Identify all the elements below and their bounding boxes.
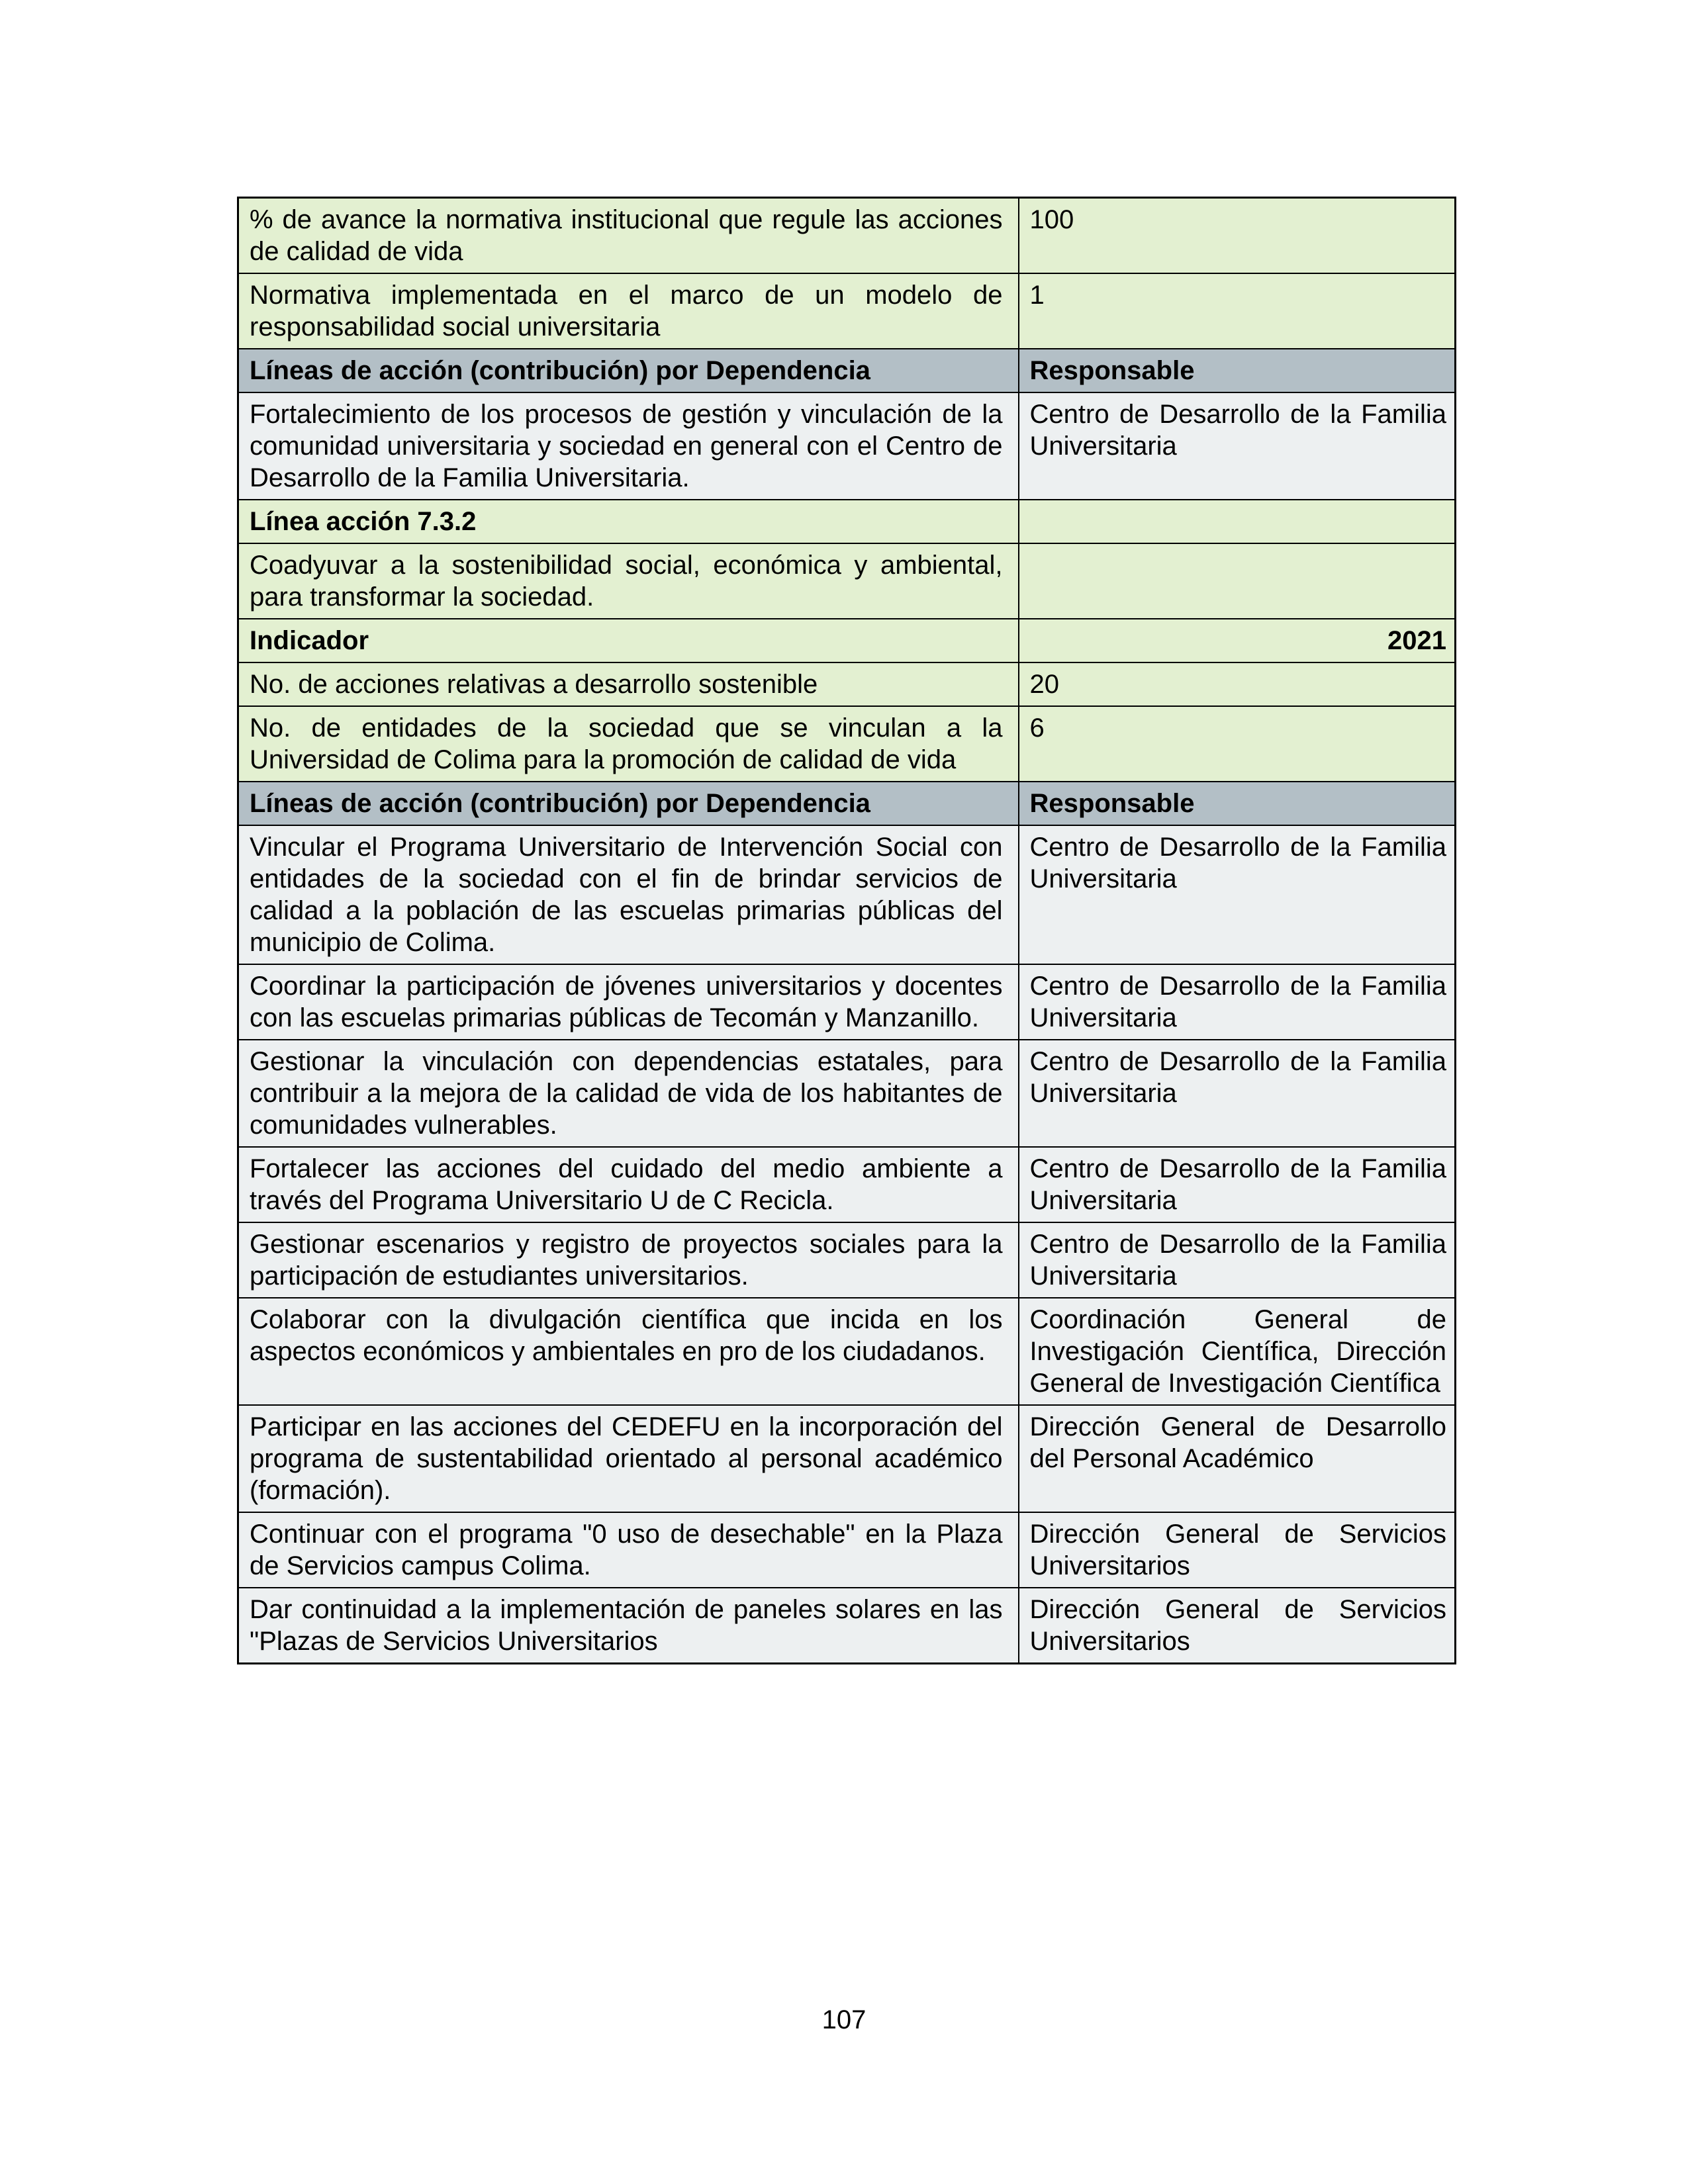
empty-cell	[1019, 500, 1456, 543]
header-action-lines-cell: Líneas de acción (contribución) por Dependencia	[238, 349, 1019, 392]
action-cell: Colaborar con la divulgación científica que incida en los aspectos económicos y ambientales en pro de los ciudadanos.	[238, 1298, 1019, 1405]
action-cell: Continuar con el programa "0 uso de desechable" en la Plaza de Servicios campus Colima.	[238, 1512, 1019, 1588]
action-cell: Coordinar la participación de jóvenes universitarios y docentes con las escuelas primarias públicas de Tecomán y Manzanillo.	[238, 964, 1019, 1040]
table-row	[238, 543, 1456, 619]
header-responsable-cell: Responsable	[1019, 349, 1456, 392]
table-row	[238, 964, 1456, 1040]
indicator-cell: No. de acciones relativas a desarrollo sostenible	[238, 662, 1019, 706]
table-row	[238, 273, 1456, 349]
header-action-lines-cell: Líneas de acción (contribución) por Dependencia	[238, 782, 1019, 825]
indicator-cell: No. de entidades de la sociedad que se vinculan a la Universidad de Colima para la promoción de calidad de vida	[238, 706, 1019, 782]
indicator-cell: Normativa implementada en el marco de un modelo de responsabilidad social universitaria	[238, 273, 1019, 349]
responsable-cell: Centro de Desarrollo de la Familia Universitaria	[1019, 1147, 1456, 1222]
responsable-cell: Centro de Desarrollo de la Familia Universitaria	[1019, 1040, 1456, 1147]
value-cell: 6	[1019, 706, 1456, 782]
table-row	[238, 392, 1456, 500]
table-row	[238, 706, 1456, 782]
table-row	[238, 1298, 1456, 1405]
line-action-description-cell: Coadyuvar a la sostenibilidad social, económica y ambiental, para transformar la sociedad.	[238, 543, 1019, 619]
responsable-cell: Coordinación General de Investigación Científica, Dirección General de Investigación Científica	[1019, 1298, 1456, 1405]
responsable-cell: Dirección General de Servicios Universitarios	[1019, 1512, 1456, 1588]
responsable-cell: Centro de Desarrollo de la Familia Universitaria	[1019, 1222, 1456, 1298]
table-row	[238, 500, 1456, 543]
responsable-cell: Centro de Desarrollo de la Familia Universitaria	[1019, 825, 1456, 964]
responsable-cell: Centro de Desarrollo de la Familia Universitaria	[1019, 392, 1456, 500]
year-header-cell: 2021	[1019, 619, 1456, 662]
responsable-cell: Dirección General de Desarrollo del Personal Académico	[1019, 1405, 1456, 1512]
indicator-cell: % de avance la normativa institucional que regule las acciones de calidad de vida	[238, 198, 1019, 274]
table-header-row	[238, 782, 1456, 825]
table-row	[238, 198, 1456, 274]
value-cell: 1	[1019, 273, 1456, 349]
action-cell: Fortalecer las acciones del cuidado del medio ambiente a través del Programa Universitario U de C Recicla.	[238, 1147, 1019, 1222]
table-row	[238, 1512, 1456, 1588]
action-cell: Dar continuidad a la implementación de paneles solares en las "Plazas de Servicios Universitarios	[238, 1588, 1019, 1664]
table-row	[238, 619, 1456, 662]
responsable-cell: Centro de Desarrollo de la Familia Universitaria	[1019, 964, 1456, 1040]
table-row	[238, 1040, 1456, 1147]
value-cell: 100	[1019, 198, 1456, 274]
table-row	[238, 825, 1456, 964]
empty-cell	[1019, 543, 1456, 619]
action-cell: Vincular el Programa Universitario de Intervención Social con entidades de la sociedad con el fin de brindar servicios de calidad a la población de las escuelas primarias públicas del municipio de Colima.	[238, 825, 1019, 964]
responsable-cell: Dirección General de Servicios Universitarios	[1019, 1588, 1456, 1664]
table-row	[238, 1405, 1456, 1512]
table-row	[238, 662, 1456, 706]
header-responsable-cell: Responsable	[1019, 782, 1456, 825]
line-action-title-cell: Línea acción 7.3.2	[238, 500, 1019, 543]
action-cell: Fortalecimiento de los procesos de gestión y vinculación de la comunidad universitaria y sociedad en general con el Centro de Desarrollo de la Familia Universitaria.	[238, 392, 1019, 500]
indicator-header-cell: Indicador	[238, 619, 1019, 662]
action-cell: Participar en las acciones del CEDEFU en la incorporación del programa de sustentabilidad orientado al personal académico (formación).	[238, 1405, 1019, 1512]
action-cell: Gestionar la vinculación con dependencias estatales, para contribuir a la mejora de la calidad de vida de los habitantes de comunidades vulnerables.	[238, 1040, 1019, 1147]
value-cell: 20	[1019, 662, 1456, 706]
action-cell: Gestionar escenarios y registro de proyectos sociales para la participación de estudiantes universitarios.	[238, 1222, 1019, 1298]
action-lines-table	[237, 197, 1456, 1664]
page-number: 107	[821, 2005, 867, 2034]
table-row	[238, 1588, 1456, 1664]
table-header-row	[238, 349, 1456, 392]
table-row	[238, 1147, 1456, 1222]
table-row	[238, 1222, 1456, 1298]
